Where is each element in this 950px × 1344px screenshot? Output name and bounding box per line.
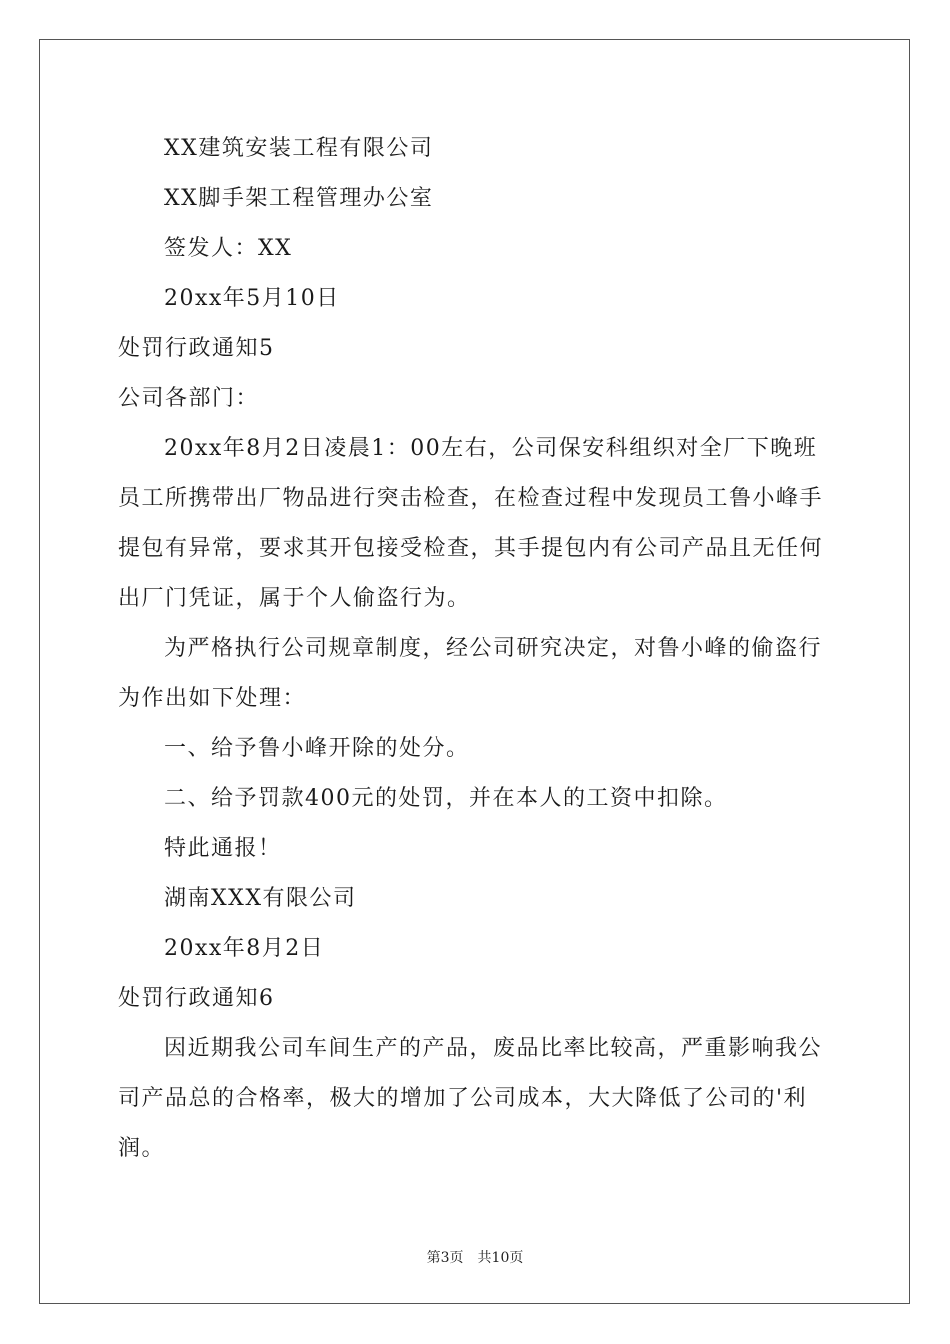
paragraph-line: 提包有异常，要求其开包接受检查，其手提包内有公司产品且无任何	[118, 536, 824, 561]
text-line-company-2: 湖南XXX有限公司	[164, 886, 357, 911]
page-footer	[0, 1247, 950, 1267]
text-line-company-name: XX建筑安装工程有限公司	[164, 136, 434, 161]
paragraph-line: 为严格执行公司规章制度，经公司研究决定，对鲁小峰的偷盗行	[164, 636, 823, 661]
text-line-office-name: XX脚手架工程管理办公室	[164, 186, 434, 211]
paragraph-line: 司产品总的合格率，极大的增加了公司成本，大大降低了公司的'利	[118, 1086, 808, 1111]
document-body	[118, 124, 834, 1174]
paragraph-line: 因近期我公司车间生产的产品，废品比率比较高，严重影响我公	[164, 1036, 823, 1061]
decision-lines	[118, 724, 834, 1024]
text-line-signer: 签发人：XX	[164, 236, 293, 261]
text-line-notice: 特此通报！	[164, 836, 282, 861]
paragraph-line: 出厂门凭证，属于个人偷盗行为。	[118, 586, 471, 611]
text-line-salutation: 公司各部门：	[118, 386, 260, 411]
paragraph-line: 润。	[118, 1136, 166, 1161]
page-total: 共10页	[477, 1250, 524, 1266]
header-lines	[118, 124, 834, 424]
paragraph-line: 为作出如下处理：	[118, 686, 307, 711]
page-number: 第3页	[426, 1250, 464, 1266]
paragraph-line: 20xx年8月2日凌晨1：00左右，公司保安科组织对全厂下晚班	[164, 436, 818, 461]
paragraph-decision	[118, 624, 834, 724]
text-line-heading-6: 处罚行政通知6	[118, 986, 275, 1011]
text-line-date-1: 20xx年5月10日	[164, 286, 340, 311]
paragraph-line: 员工所携带出厂物品进行突击检查，在检查过程中发现员工鲁小峰手	[118, 486, 824, 511]
text-line-date-2: 20xx年8月2日	[164, 936, 325, 961]
text-line-item-1: 一、给予鲁小峰开除的处分。	[164, 736, 470, 761]
text-line-item-2: 二、给予罚款400元的处罚，并在本人的工资中扣除。	[164, 786, 728, 811]
paragraph-incident	[118, 424, 834, 624]
text-line-heading-5: 处罚行政通知5	[118, 336, 275, 361]
paragraph-notice-6	[118, 1024, 834, 1174]
